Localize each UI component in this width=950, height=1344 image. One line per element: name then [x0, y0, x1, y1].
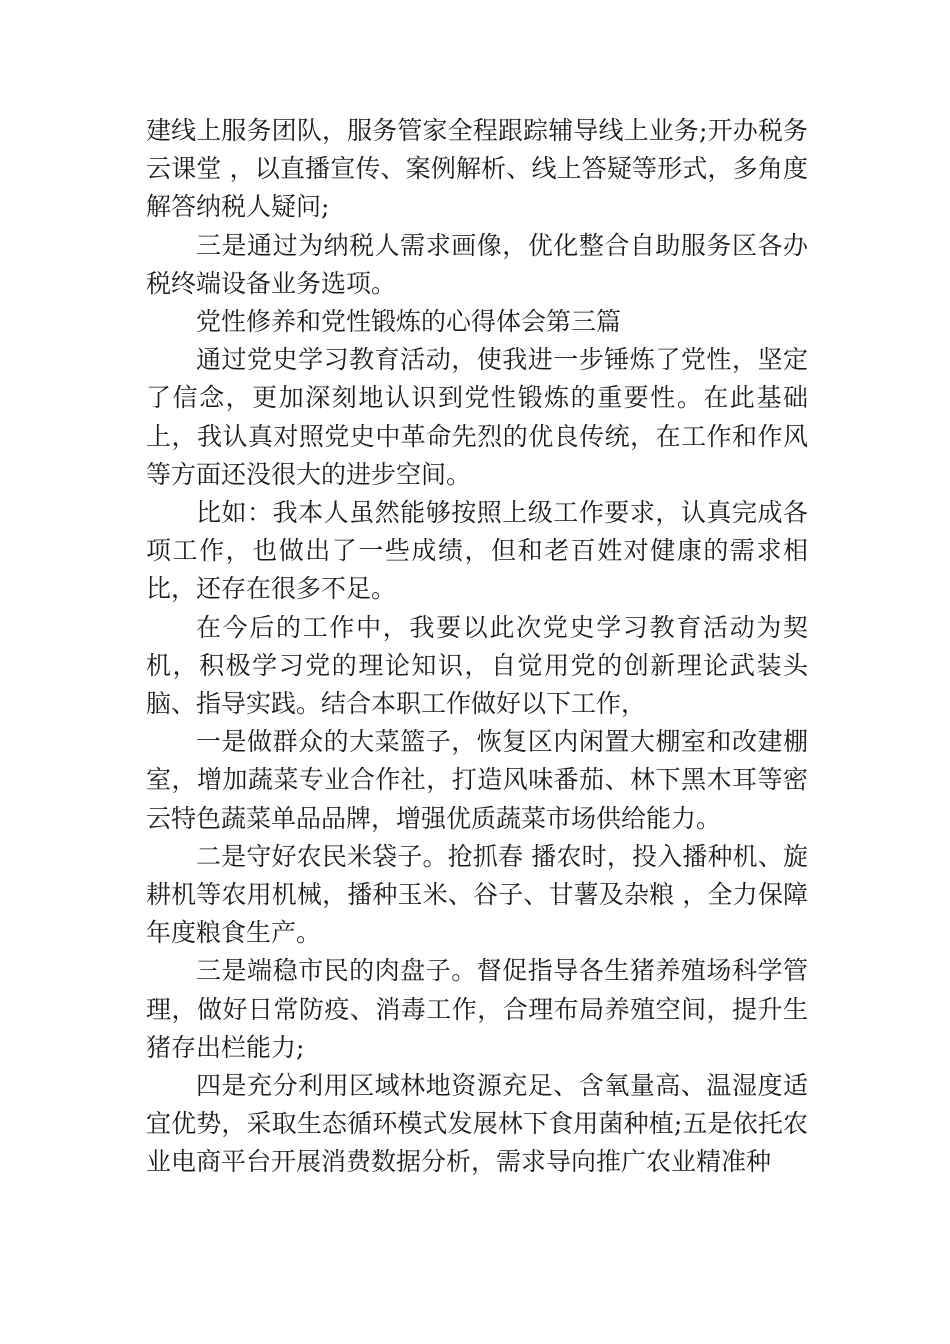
paragraph-9: 四是充分利用区域林地资源充足、含氧量高、温湿度适宜优势，采取生态循环模式发展林下食用菌种植;五是依托农业电商平台开展消费数据分析，需求导向推广农业精准种 [146, 1071, 808, 1177]
paragraph-7: 二是守好农民米袋子。抢抓春 播农时，投入播种机、旋耕机等农用机械，播种玉米、谷子、甘薯及杂粮 ，全力保障年度粮食生产。 [146, 841, 808, 948]
section-heading: 党性修养和党性锻炼的心得体会第三篇 [196, 307, 622, 337]
document-body [146, 112, 808, 1182]
paragraph-8: 三是端稳市民的肉盘子。督促指导各生猪养殖场科学管理，做好日常防疫、消毒工作，合理布局养殖空间，提升生猪存出栏能力; [146, 956, 808, 1062]
paragraph-2: 三是通过为纳税人需求画像，优化整合自助服务区各办税终端设备业务选项。 [146, 230, 808, 298]
paragraph-4: 比如：我本人虽然能够按照上级工作要求，认真完成各项工作，也做出了一些成绩，但和老百姓对健康的需求相比，还存在很多不足。 [146, 498, 808, 604]
paragraph-6: 一是做群众的大菜篮子，恢复区内闲置大棚室和改建棚室，增加蔬菜专业合作社，打造风味番茄、林下黑木耳等密云特色蔬菜单品品牌，增强优质蔬菜市场供给能力。 [146, 727, 808, 833]
paragraph-3: 通过党史学习教育活动，使我进一步锤炼了党性，坚定了信念，更加深刻地认识到党性锻炼的重要性。在此基础上，我认真对照党史中革命先烈的优良传统，在工作和作风等方面还没很大的进步空间。 [146, 345, 808, 489]
paragraph-5: 在今后的工作中，我要以此次党史学习教育活动为契机，积极学习党的理论知识，自觉用党的创新理论武装头脑、指导实践。结合本职工作做好以下工作， [146, 612, 808, 719]
paragraph-1: 建线上服务团队，服务管家全程跟踪辅导线上业务;开办税务 云课堂 ，以直播宣传、案例解析、线上答疑等形式，多角度解答纳税人疑问; [146, 116, 808, 222]
